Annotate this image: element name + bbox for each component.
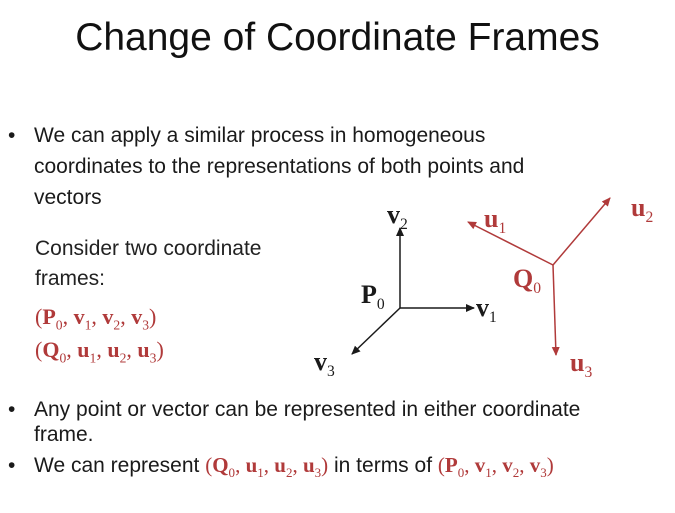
- bullet2-line1: Any point or vector can be represented in either coordinate: [34, 398, 581, 421]
- frame-p: ($P_0$, $v_1$, $v_2$, $v_3$): [35, 304, 157, 333]
- label-v2: $v_2$: [387, 200, 408, 234]
- label-u1: $u_1$: [484, 204, 507, 238]
- label-u3: $u_3$: [570, 348, 593, 382]
- bullet-dot: •: [8, 454, 16, 477]
- u2-axis: [553, 198, 610, 265]
- v3-axis: [352, 308, 400, 354]
- bullet3-line: We can represent ($Q_0$, $u_1$, $u_2$, $u_3$) in terms of ($P_0$, $v_1$, $v_2$, $v_3$): [34, 453, 554, 481]
- bullet-dot: •: [8, 398, 16, 421]
- bullet-dot: •: [8, 124, 16, 147]
- frame-q: ($Q_0$, $u_1$, $u_2$, $u_3$): [35, 337, 164, 366]
- bullet1-line3: vectors: [34, 186, 102, 209]
- label-v1: $v_1$: [476, 293, 497, 327]
- bullet1-line1: We can apply a similar process in homogeneous: [34, 124, 486, 147]
- bullet1-line2: coordinates to the representations of both points and: [34, 155, 525, 178]
- bullet3-frame-p: ($P_0$, $v_1$, $v_2$, $v_3$): [437, 453, 554, 481]
- consider-line1: Consider two coordinate: [35, 237, 262, 260]
- label-q0: $Q_0$: [513, 264, 542, 298]
- bullet2-line2: frame.: [34, 423, 94, 446]
- consider-line2: frames:: [35, 267, 106, 290]
- label-p0: $P_0$: [361, 280, 385, 314]
- u3-axis: [553, 265, 556, 355]
- u1-axis: [468, 222, 553, 265]
- label-u2: $u_2$: [631, 193, 654, 227]
- label-v3: $v_3$: [314, 347, 335, 381]
- slide-title: Change of Coordinate Frames: [75, 16, 600, 59]
- bullet3-frame-q: ($Q_0$, $u_1$, $u_2$, $u_3$): [205, 453, 329, 481]
